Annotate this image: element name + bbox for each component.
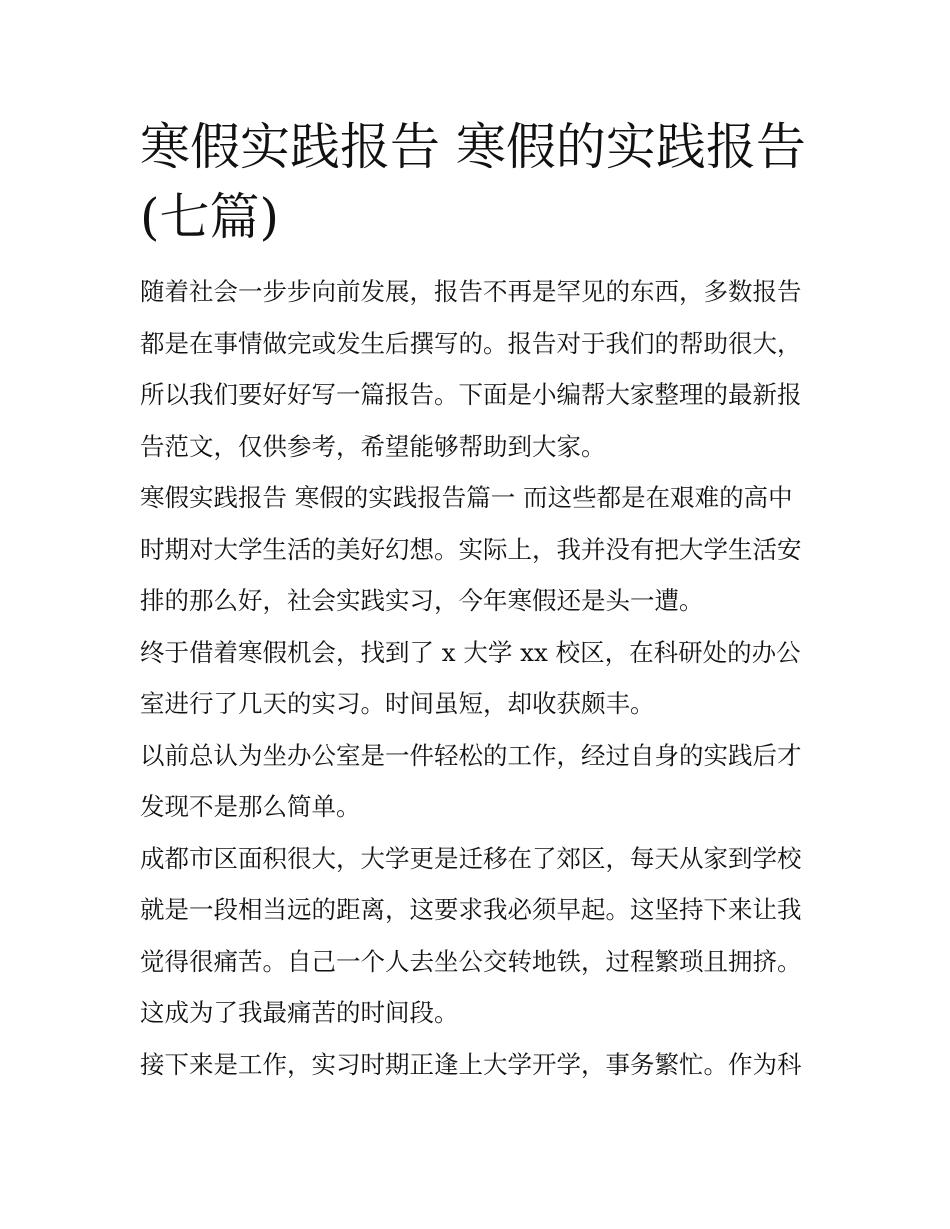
text-line: 这成为了我最痛苦的时间段。 (140, 998, 459, 1027)
paragraph-intro (140, 266, 812, 472)
text-line: 所以我们要好好写一篇报告。下面是小编帮大家整理的最新报 (140, 380, 802, 409)
text-line: 排的那么好，社会实践实习，今年寒假还是头一遭。 (140, 586, 704, 615)
text-line: 成都市区面积很大，大学更是迁移在了郊区，每天从家到学校 (140, 843, 802, 873)
paragraph-commute (140, 833, 812, 1039)
text-line: 就是一段相当远的距离，这要求我必须早起。这坚持下来让我 (140, 895, 802, 924)
document-page (140, 112, 812, 1090)
document-title (140, 112, 812, 252)
paragraph-internship (140, 627, 812, 730)
text-line: 都是在事情做完或发生后撰写的。报告对于我们的帮助很大， (140, 328, 802, 358)
document-body (140, 266, 812, 1090)
text-line: 觉得很痛苦。自己一个人去坐公交转地铁，过程繁琐且拥挤。 (140, 946, 802, 976)
paragraph-work (140, 1039, 812, 1091)
paragraph-section-one (140, 472, 812, 627)
text-line: 室进行了几天的实习。时间虽短，却收获颇丰。 (140, 689, 655, 718)
text-line: 终于借着寒假机会，找到了 x 大学 xx 校区，在科研处的办公 (140, 637, 801, 667)
text-line: 时期对大学生活的美好幻想。实际上，我并没有把大学生活安 (140, 534, 802, 564)
title-line: (七篇) (140, 188, 280, 246)
paragraph-office (140, 730, 812, 833)
text-line: 随着社会一步步向前发展，报告不再是罕见的东西，多数报告 (140, 277, 802, 306)
text-line: 寒假实践报告 寒假的实践报告篇一 而这些都是在艰难的高中 (140, 483, 793, 512)
text-line: 接下来是工作，实习时期正逢上大学开学，事务繁忙。作为科 (140, 1049, 802, 1079)
title-line: 寒假实践报告 寒假的实践报告 (140, 118, 806, 176)
text-line: 以前总认为坐办公室是一件轻松的工作，经过自身的实践后才 (140, 740, 802, 770)
text-line: 发现不是那么简单。 (140, 792, 361, 821)
text-line: 告范文，仅供参考，希望能够帮助到大家。 (140, 431, 606, 461)
